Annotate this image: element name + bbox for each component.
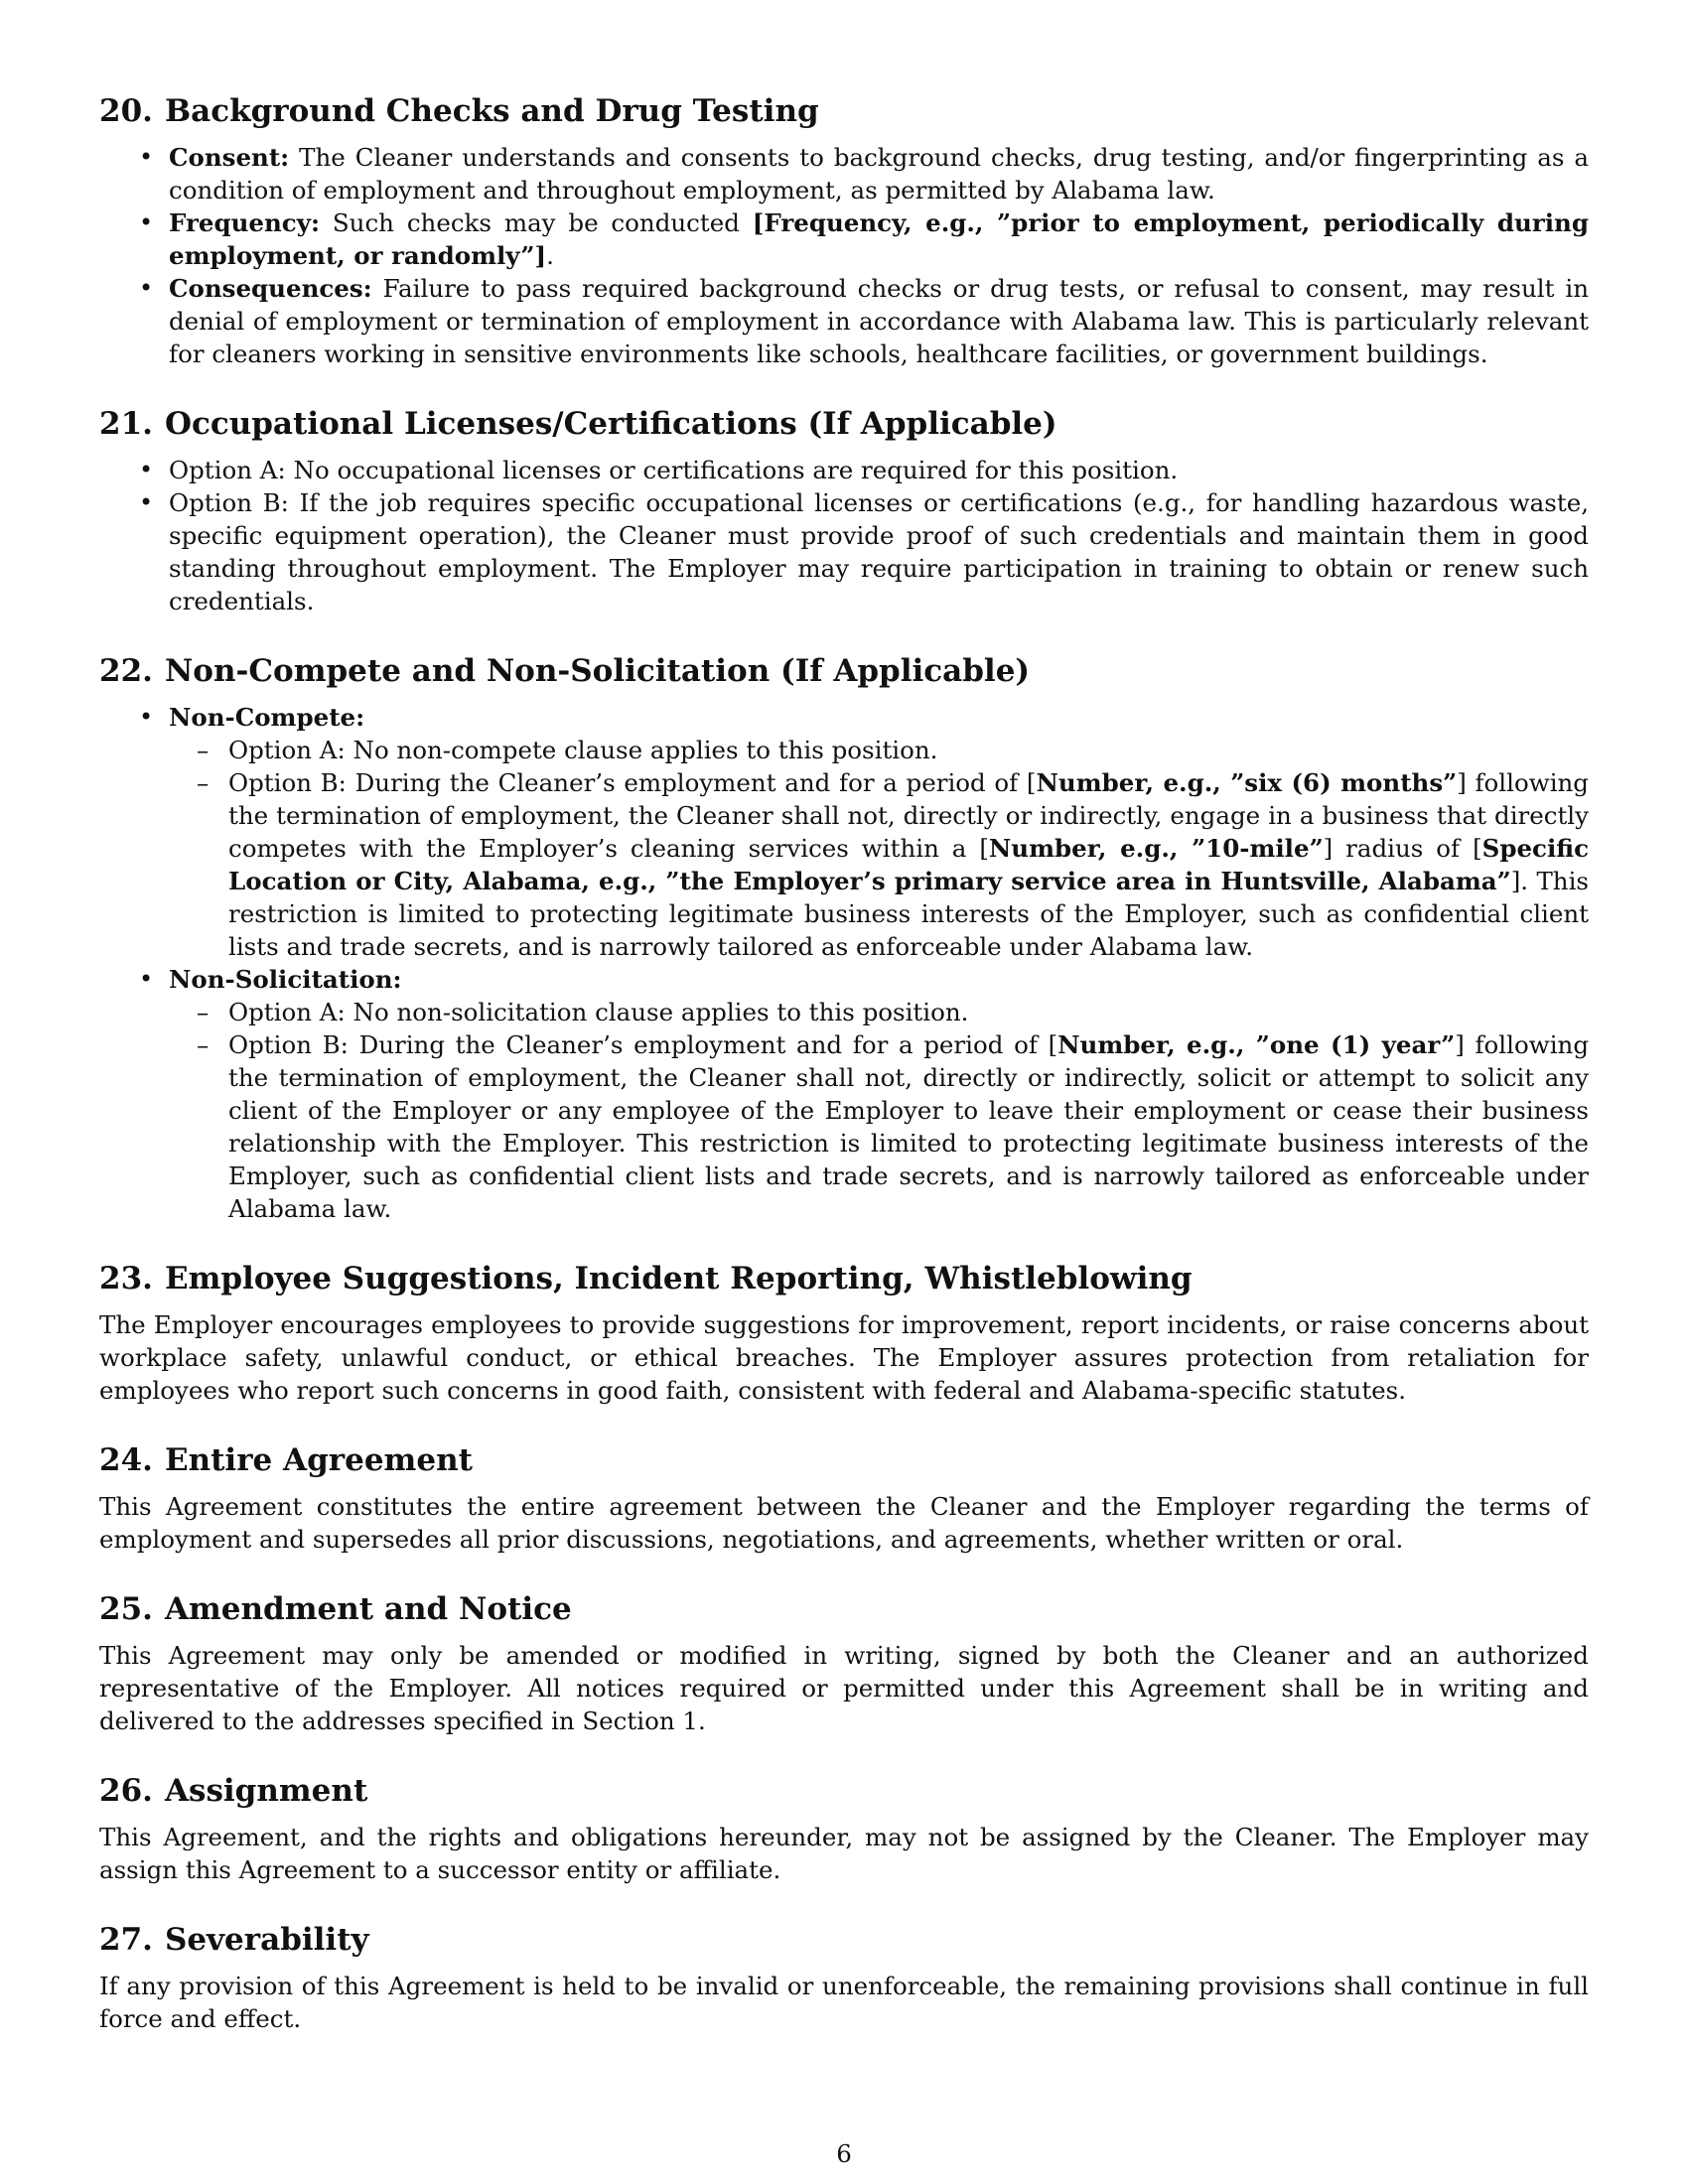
section-24 — [99, 1440, 1589, 1556]
consequences-label: Consequences: — [169, 274, 372, 303]
section-number: 24. — [99, 1442, 153, 1478]
section-body: This Agreement constitutes the entire agreement between the Cleaner and the Employer regarding the terms of employment and supersedes all prior discussions, negotiations, and agreements, whether written or oral. — [99, 1492, 1589, 1554]
section-number: 27. — [99, 1922, 153, 1958]
placeholder-radius: Number, e.g., ”10-mile” — [988, 834, 1324, 863]
consequences-text: Failure to pass required background checks or drug tests, or refusal to consent, may result in denial of employment or termination of employment in accordance with Alabama law. This is particularly relevant for cleaners working in sensitive environments like schools, healthcare facilities, or government buildings. — [169, 274, 1589, 368]
section-number: 22. — [99, 653, 153, 689]
section-title: Employee Suggestions, Incident Reporting, Whistleblowing — [164, 1261, 1193, 1297]
sub-list-item — [228, 766, 1589, 963]
section-22 — [99, 651, 1589, 1225]
section-21 — [99, 404, 1589, 617]
sub-list — [169, 996, 1589, 1225]
section-body: The Employer encourages employees to provide suggestions for improvement, report incidents, or raise concerns about workplace safety, unlawful conduct, or ethical breaches. The Employer assures protection from retaliation for employees who report such concerns in good faith, consistent with federal and Alabama-specific statutes. — [99, 1310, 1589, 1405]
section-body: This Agreement may only be amended or modified in writing, signed by both the Cleaner and an authorized representative of the Employer. All notices required or permitted under this Agreement shall be in writing and delivered to the addresses specified in Section 1. — [99, 1641, 1589, 1735]
sub-list — [169, 734, 1589, 963]
section-number: 25. — [99, 1591, 153, 1627]
section-27 — [99, 1920, 1589, 2035]
consent-text: The Cleaner understands and consents to background checks, drug testing, and/or fingerprinting as a condition of employment and throughout employment, as permitted by Alabama law. — [169, 143, 1589, 205]
list-item — [169, 963, 1589, 1225]
section-23 — [99, 1259, 1589, 1407]
section-title: Background Checks and Drug Testing — [164, 93, 819, 129]
list-item — [169, 206, 1589, 272]
noncompete-label: Non-Compete: — [169, 703, 365, 732]
section-title: Severability — [164, 1922, 369, 1958]
section-heading — [99, 404, 1589, 444]
list-item — [169, 272, 1589, 370]
section-number: 21. — [99, 406, 153, 442]
section-number: 23. — [99, 1261, 153, 1297]
section-25 — [99, 1589, 1589, 1737]
list-item: • Option B: If the job requires specific occupational licenses or certifications (e.g., for handling hazardous waste, specific equipment operation), the Cleaner must provide proof of such credentials and maintain them in good standing throughout employment. The Employer may require participation in training to obtain or renew such credentials. — [169, 486, 1589, 617]
section-body: This Agreement, and the rights and obligations hereunder, may not be assigned by the Cleaner. The Employer may assign this Agreement to a successor entity or affiliate. — [99, 1823, 1589, 1884]
text-run: ] radius of [ — [1323, 834, 1482, 863]
text-run: ] following the termination of employment, the Cleaner shall not, directly or indirectly, solicit or attempt to solicit any client of the Employer or any employee of the Employer to leave their employment or cease their business relationship with the Employer. This restriction is limited to protecting legitimate business interests of the Employer, such as confidential client lists and trade secrets, and is narrowly tailored as enforceable under Alabama law. — [228, 1030, 1590, 1223]
placeholder-location: Specific Location or City, Alabama, e.g., ”the Employer’s primary service area in Huntsville, Alabama” — [228, 834, 1589, 895]
page-number: 6 — [836, 2139, 852, 2168]
section-title: Entire Agreement — [164, 1442, 473, 1478]
section-title: Assignment — [164, 1773, 368, 1809]
section-title: Amendment and Notice — [164, 1591, 572, 1627]
placeholder-duration: Number, e.g., ”six (6) months” — [1036, 768, 1458, 797]
section-heading — [99, 1440, 1589, 1480]
frequency-label: Frequency: — [169, 208, 321, 237]
list-item: • Option A: No occupational licenses or certifications are required for this position. — [169, 454, 1589, 486]
text-run: ] following the termination of employment, the Cleaner shall not, directly or indirectly, engage in a business that directly competes with the Employer’s cleaning services within a [ — [228, 768, 1589, 863]
frequency-text: Such checks may be conducted — [320, 208, 753, 237]
section-20 — [99, 91, 1589, 370]
placeholder-duration: Number, e.g., ”one (1) year” — [1057, 1030, 1456, 1059]
section-title: Non-Compete and Non-Solicitation (If Applicable) — [164, 653, 1031, 689]
nonsolicit-label: Non-Solicitation: — [169, 965, 402, 994]
section-body: If any provision of this Agreement is held to be invalid or unenforceable, the remaining provisions shall continue in full force and effect. — [99, 1972, 1589, 2033]
list-item — [169, 701, 1589, 963]
section-title: Occupational Licenses/Certifications (If Applicable) — [164, 406, 1057, 442]
frequency-end: . — [546, 241, 554, 270]
section-heading — [99, 1259, 1589, 1298]
text-run: Option B: During the Cleaner’s employment and for a period of [ — [228, 1030, 1058, 1059]
section-number: 26. — [99, 1773, 153, 1809]
section-heading — [99, 1771, 1589, 1811]
section-heading — [99, 651, 1589, 691]
section-heading — [99, 1589, 1589, 1629]
list-item — [169, 141, 1589, 206]
document-page — [99, 91, 1589, 2069]
consent-label: Consent: — [169, 143, 290, 172]
text-run: ]. This restriction is limited to protecting legitimate business interests of the Employer, such as confidential client lists and trade secrets, and is narrowly tailored as enforceable under Alabama law. — [228, 867, 1589, 961]
sub-list-item: – Option A: No non-solicitation clause applies to this position. — [228, 996, 1589, 1028]
section-26 — [99, 1771, 1589, 1886]
section-heading — [99, 91, 1589, 131]
text-run: Option B: During the Cleaner’s employment and for a period of [ — [228, 768, 1037, 797]
bullet-list — [99, 141, 1589, 370]
section-heading — [99, 1920, 1589, 1960]
bullet-list — [99, 454, 1589, 617]
bullet-list — [99, 701, 1589, 1225]
section-number: 20. — [99, 93, 153, 129]
frequency-placeholder: [Frequency, e.g., ”prior to employment, periodically during employment, or randomly”] — [169, 208, 1589, 270]
sub-list-item: – Option A: No non-compete clause applies to this position. — [228, 734, 1589, 766]
sub-list-item — [228, 1028, 1589, 1225]
